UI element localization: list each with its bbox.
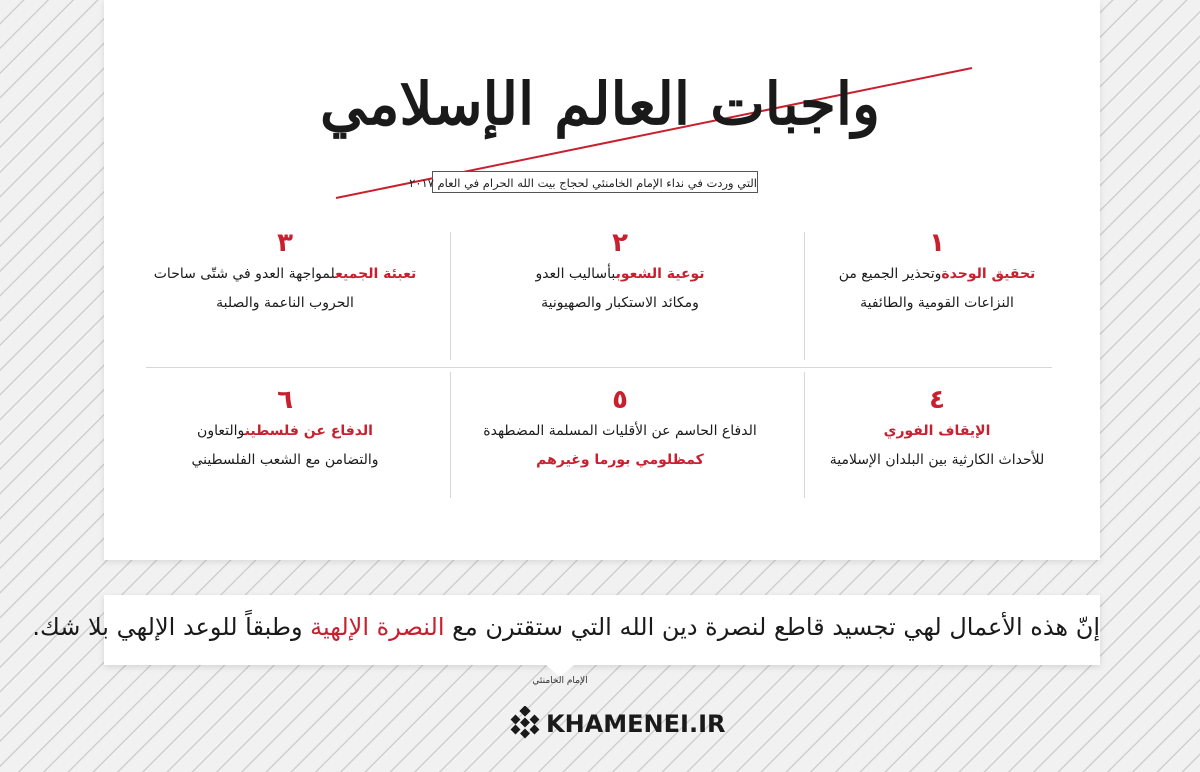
site-logo[interactable] — [508, 706, 726, 742]
duty-text: وتحذير الجميع من — [838, 266, 942, 282]
duty-line-1 — [120, 260, 450, 289]
duty-line-2: النزاعات القومية والطائفية — [860, 295, 1014, 311]
divider-vertical-left-bottom — [450, 372, 451, 498]
quote-part-2: وطبقاً للوعد الإلهي بلا شك. — [32, 613, 311, 641]
quote-text — [32, 607, 1100, 647]
duty-highlight: تحقيق الوحدة — [941, 266, 1036, 282]
duty-number: ٢ — [612, 228, 628, 258]
duty-highlight: تعبئة الجميع — [335, 266, 417, 282]
duty-number: ٦ — [277, 385, 293, 415]
quote-box — [32, 595, 1100, 665]
duty-line-2: الحروب الناعمة والصلبة — [216, 295, 354, 311]
duty-highlight: توعية الشعوب — [615, 266, 705, 282]
duty-line-1 — [772, 417, 1102, 446]
attribution: الإمام الخامنئي — [532, 676, 588, 686]
duty-number: ٤ — [929, 385, 945, 415]
duty-line-2: والتضامن مع الشعب الفلسطيني — [191, 452, 379, 468]
duty-highlight: الإيقاف الفوري — [883, 423, 991, 439]
duty-item-1 — [772, 228, 1102, 318]
title-area — [0, 0, 1200, 210]
duty-item-5 — [455, 385, 785, 475]
duty-number: ١ — [929, 228, 945, 258]
duty-line-2: ومكائد الاستكبار والصهيونية — [541, 295, 699, 311]
main-title: واجبات العالم الإسلامي — [320, 70, 880, 138]
divider-vertical-left-top — [450, 232, 451, 360]
logo-text: KHAMENEI.IR — [546, 710, 726, 738]
duty-text: لمواجهة العدو في شتّى ساحات — [153, 266, 336, 282]
duty-number: ٥ — [612, 385, 628, 415]
duty-item-2 — [455, 228, 785, 318]
duty-item-3 — [120, 228, 450, 318]
duty-line-2: للأحداث الكارثية بين البلدان الإسلامية — [829, 452, 1045, 468]
duty-line-1 — [120, 417, 450, 446]
quote-part-1: إنّ هذه الأعمال لهي تجسيد قاطع لنصرة دين الله التي ستقترن مع — [444, 613, 1100, 641]
duty-item-6 — [120, 385, 450, 475]
divider-horizontal — [146, 367, 1052, 368]
subtitle: التي وردت في نداء الإمام الخامنئي لحجاج بيت الله الحرام في العام ٢٠١٧ — [432, 171, 758, 193]
duty-line-2 — [455, 446, 785, 475]
duty-highlight: كمظلومي بورما وغيرهم — [536, 452, 704, 468]
duty-text: بأساليب العدو — [535, 266, 616, 282]
khamenei-logo-icon — [508, 706, 542, 740]
duty-text: والتعاون — [197, 423, 245, 439]
duty-line-1 — [772, 260, 1102, 289]
duty-number: ٣ — [277, 228, 293, 258]
duty-line-1: الدفاع الحاسم عن الأقليات المسلمة المضطهدة — [483, 423, 757, 439]
duty-item-4 — [772, 385, 1102, 475]
quote-highlight: النصرة الإلهية — [310, 613, 445, 641]
duty-highlight: الدفاع عن فلسطين — [244, 423, 373, 439]
duty-line-1 — [455, 260, 785, 289]
